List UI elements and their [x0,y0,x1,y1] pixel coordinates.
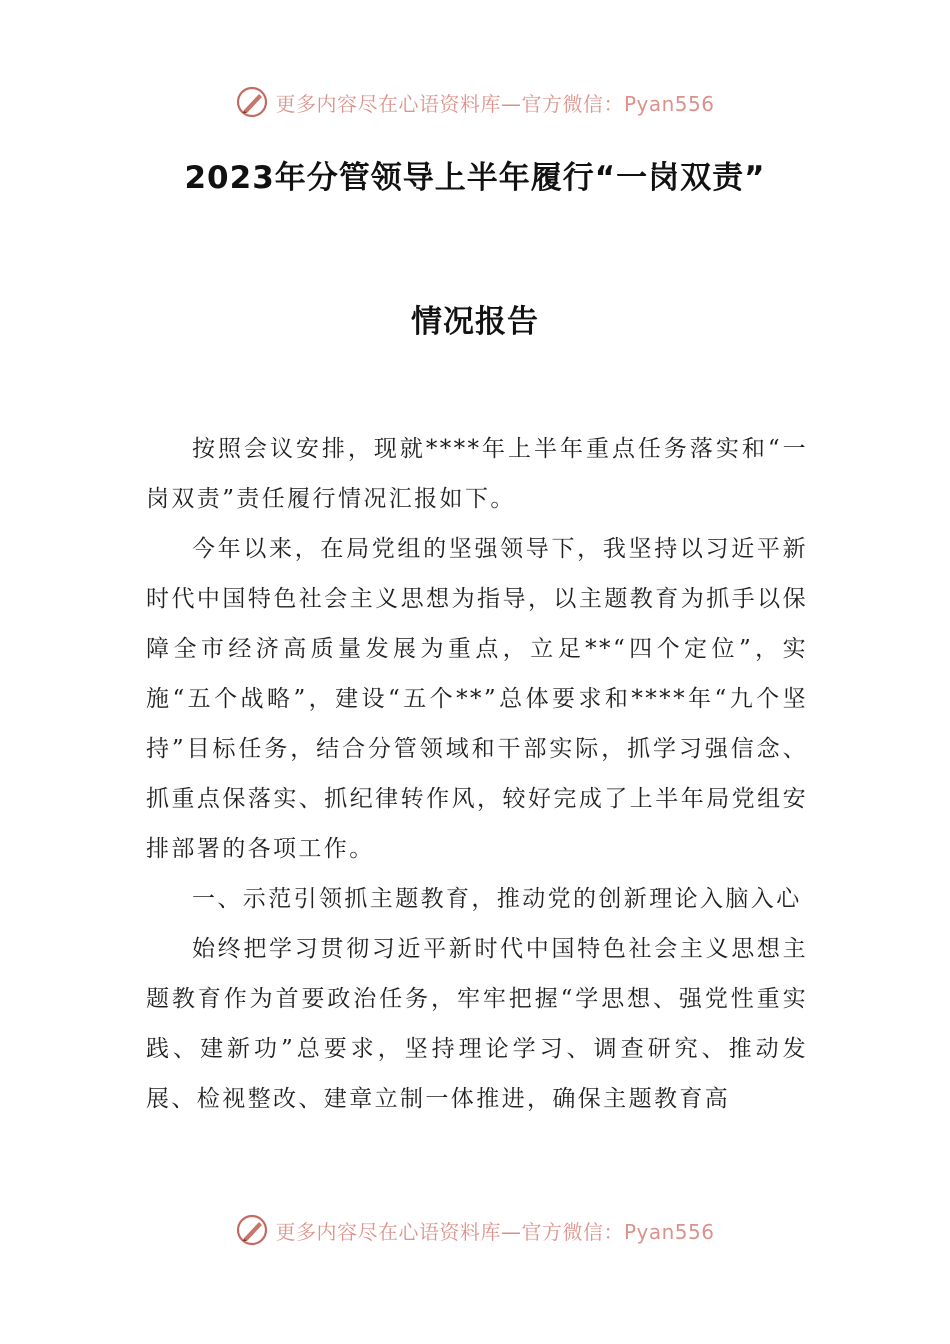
document-body [146,424,808,1124]
section-heading-1: 一、示范引领抓主题教育，推动党的创新理论入脑入心 [192,886,802,912]
watermark-banner-top [0,82,950,122]
watermark-banner-bottom [0,1210,950,1250]
paragraph-intro: 按照会议安排，现就****年上半年重点任务落实和“一岗双责”责任履行情况汇报如下。 [146,436,808,512]
pen-logo-icon [235,1213,269,1247]
watermark-text-bottom: 更多内容尽在心语资料库—官方微信：Pyan556 [275,1219,715,1244]
pen-logo-icon [235,85,269,119]
document-title-line1: 2023年分管领导上半年履行“一岗双责” [184,160,766,196]
watermark-text-top: 更多内容尽在心语资料库—官方微信：Pyan556 [275,91,715,116]
paragraph-overview: 今年以来，在局党组的坚强领导下，我坚持以习近平新时代中国特色社会主义思想为指导，以主题教育为抓手以保障全市经济高质量发展为重点，立足**“四个定位”，实施“五个战略”，建设“五个**”总体要求和****年“九个坚持”目标任务，结合分管领域和干部实际，抓学习强信念、抓重点保落实、抓纪律转作风，较好完成了上半年局党组安排部署的各项工作。 [146,536,808,862]
document-title-line2: 情况报告 [411,304,539,340]
paragraph-section-1: 始终把学习贯彻习近平新时代中国特色社会主义思想主题教育作为首要政治任务，牢牢把握“学思想、强党性重实践、建新功”总要求，坚持理论学习、调查研究、推动发展、检视整改、建章立制一体推进，确保主题教育高 [146,936,808,1112]
